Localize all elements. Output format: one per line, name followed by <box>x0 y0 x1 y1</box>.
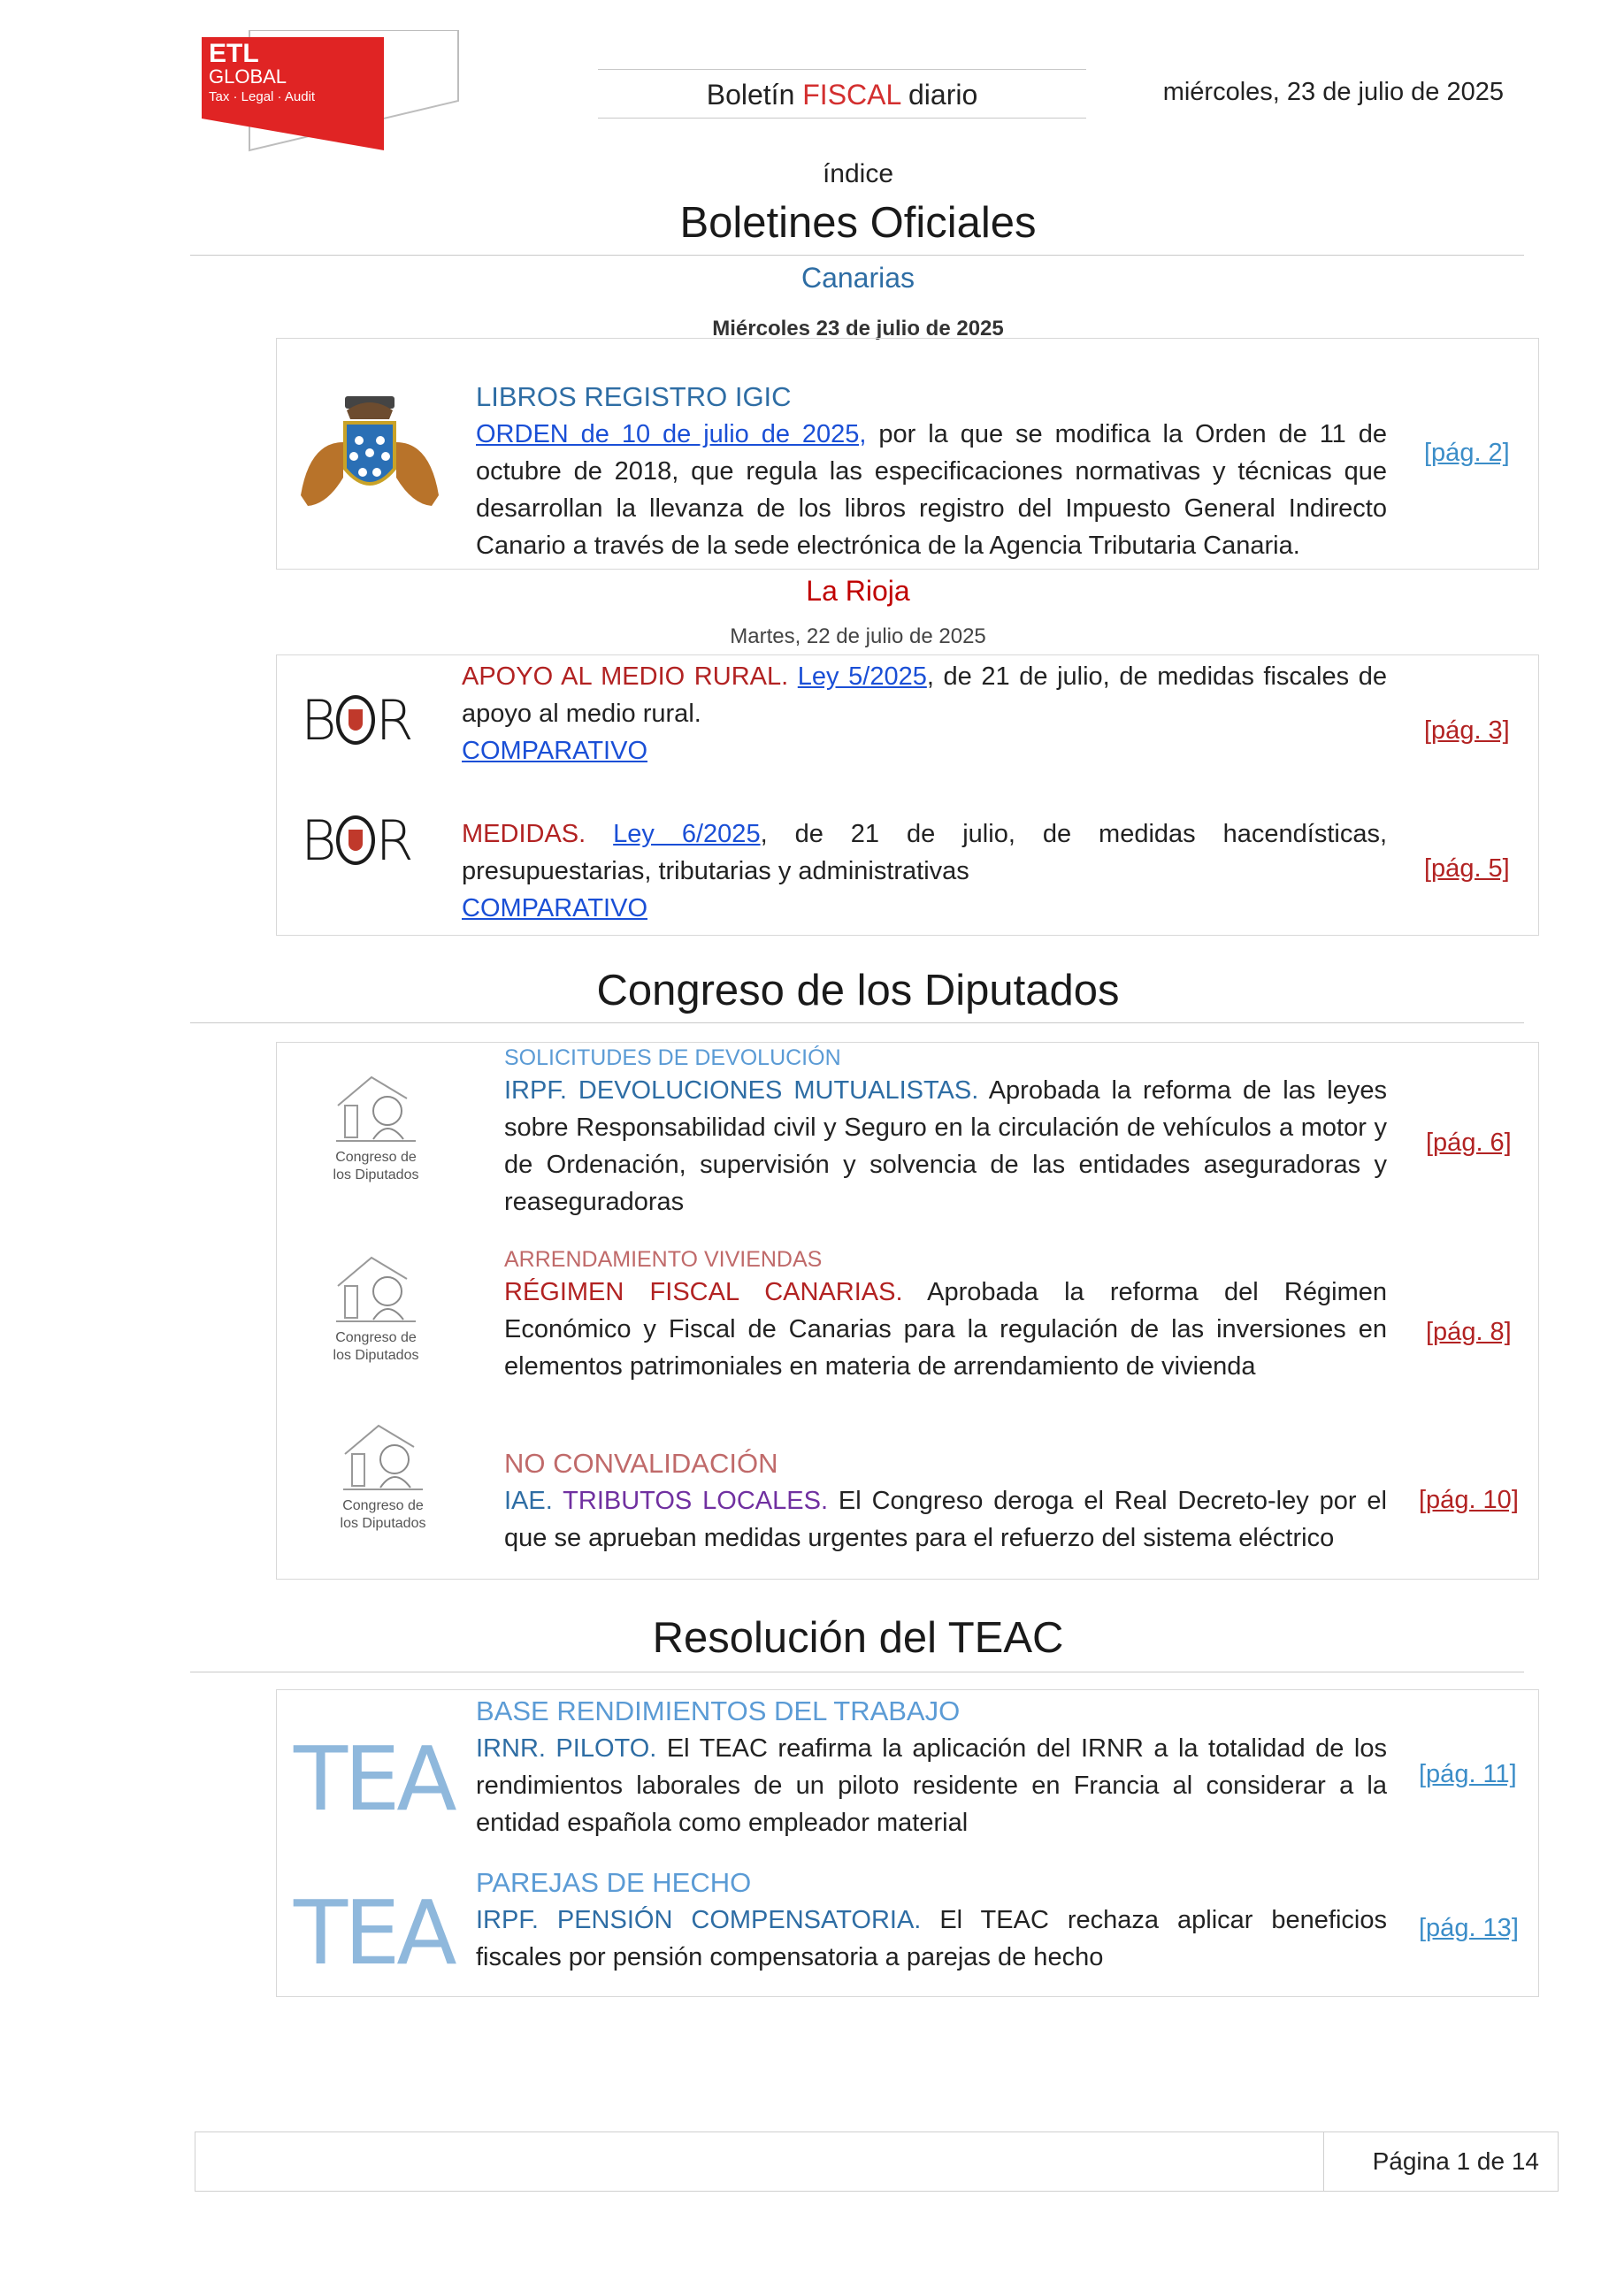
teac-entry-1: BASE RENDIMIENTOS DEL TRABAJO IRNR. PILOTO. El TEAC reafirma la aplicación del IRNR a la totalidad de los rendimientos laborales de un piloto residente en Francia al considerar a la entidad española como empleador material <box>476 1695 1387 1837</box>
date-canarias: Miércoles 23 de julio de 2025 <box>712 317 1004 341</box>
header-title-box <box>598 69 1086 119</box>
rioja-page-link-1[interactable]: [pág. 3] <box>1424 716 1510 745</box>
logo-line1: GLOBAL <box>209 65 287 88</box>
footer-divider <box>1323 2131 1324 2192</box>
teac-page-link-2[interactable]: [pág. 13] <box>1419 1914 1519 1942</box>
ley-5-2025-link[interactable]: Ley 5/2025 <box>797 662 927 691</box>
section-title-boletines: Boletines Oficiales <box>679 199 1037 247</box>
logo-brand: ETL <box>209 39 259 68</box>
teac-page-link-1[interactable]: [pág. 11] <box>1419 1760 1517 1788</box>
congreso-entry-1: SOLICITUDES DE DEVOLUCIÓN IRPF. DEVOLUCIONES MUTUALISTAS. Aprobada la reforma de las leyes sobre Responsabilidad civil y Seguro en la circulación de vehículos a motor y de Ordenación, supervisión y solvencia de las entidades aseguradoras y reaseguradoras <box>504 1045 1388 1216</box>
congreso-logo-icon-1: Congreso de los Diputados <box>318 1070 433 1194</box>
comparativo-link-2[interactable]: COMPARATIVO <box>462 894 647 922</box>
canarias-page-link[interactable]: [pág. 2] <box>1424 439 1510 467</box>
bor-logo-icon: B R <box>301 688 412 753</box>
tea-logo-icon-1: TEA <box>294 1727 454 1831</box>
congreso-page-link-2[interactable]: [pág. 8] <box>1426 1318 1512 1346</box>
rioja-page-link-2[interactable]: [pág. 5] <box>1424 854 1510 883</box>
section-divider <box>190 1022 1524 1023</box>
congreso-page-link-1[interactable]: [pág. 6] <box>1426 1129 1512 1157</box>
page-number: Página 1 de 14 <box>1372 2147 1539 2175</box>
section-title-teac: Resolución del TEAC <box>652 1614 1064 1662</box>
etl-global-logo <box>196 30 462 154</box>
header-date: miércoles, 23 de julio de 2025 <box>1162 78 1504 106</box>
section-divider <box>190 255 1524 256</box>
congreso-logo-icon-3: Congreso de los Diputados <box>326 1419 440 1542</box>
canarias-entry: LIBROS REGISTRO IGIC ORDEN de 10 de julio de 2025, por la que se modifica la Orden de 11 de octubre de 2018, que regula las especificaciones normativas y técnicas que desarrollan la llevanza de los libros registro del Impuesto General Indirecto Canario a través de la sede electrónica de la Agencia Tributaria Canaria. <box>476 379 1387 564</box>
bor-logo-icon: B R <box>301 808 412 873</box>
canarias-topic: LIBROS REGISTRO IGIC <box>476 381 792 412</box>
congreso-entry-3: NO CONVALIDACIÓN IAE. TRIBUTOS LOCALES. El Congreso deroga el Real Decreto-ley por el que se aprueban medidas urgentes para el refuerzo del sistema eléctrico <box>504 1448 1387 1552</box>
region-la-rioja: La Rioja <box>806 575 910 607</box>
bulletin-title: Boletín FISCAL diario <box>706 79 978 111</box>
date-la-rioja: Martes, 22 de julio de 2025 <box>730 624 986 648</box>
canarias-orden-link[interactable]: ORDEN de 10 de julio de 2025, <box>476 420 867 448</box>
canarias-coat-of-arms-icon <box>292 389 448 522</box>
tea-logo-icon-2: TEA <box>294 1881 454 1985</box>
teac-entry-2: PAREJAS DE HECHO IRPF. PENSIÓN COMPENSATORIA. El TEAC rechaza aplicar beneficios fiscales por pensión compensatoria a parejas de hecho <box>476 1867 1387 1971</box>
rioja-entry-2: MEDIDAS. Ley 6/2025, de 21 de julio, de medidas hacendísticas, presupuestarias, tributarias y administrativas COMPARATIVO <box>462 820 1387 922</box>
index-label: índice <box>822 159 894 188</box>
rioja-entry-1: APOYO AL MEDIO RURAL. Ley 5/2025, de 21 de julio, de medidas fiscales de apoyo al medio rural. COMPARATIVO <box>462 662 1387 765</box>
congreso-page-link-3[interactable]: [pág. 10] <box>1419 1486 1519 1514</box>
region-canarias: Canarias <box>801 262 915 294</box>
section-title-congreso: Congreso de los Diputados <box>596 967 1120 1014</box>
congreso-logo-icon-2: Congreso de los Diputados <box>318 1251 433 1374</box>
ley-6-2025-link[interactable]: Ley 6/2025 <box>613 820 761 848</box>
comparativo-link-1[interactable]: COMPARATIVO <box>462 737 647 765</box>
logo-line2: Tax · Legal · Audit <box>209 89 316 104</box>
congreso-entry-2: ARRENDAMIENTO VIVIENDAS RÉGIMEN FISCAL CANARIAS. Aprobada la reforma del Régimen Económico y Fiscal de Canarias para la regulación de las inversiones en elementos patrimoniales en materia de arrendamiento de vivienda <box>504 1247 1387 1381</box>
